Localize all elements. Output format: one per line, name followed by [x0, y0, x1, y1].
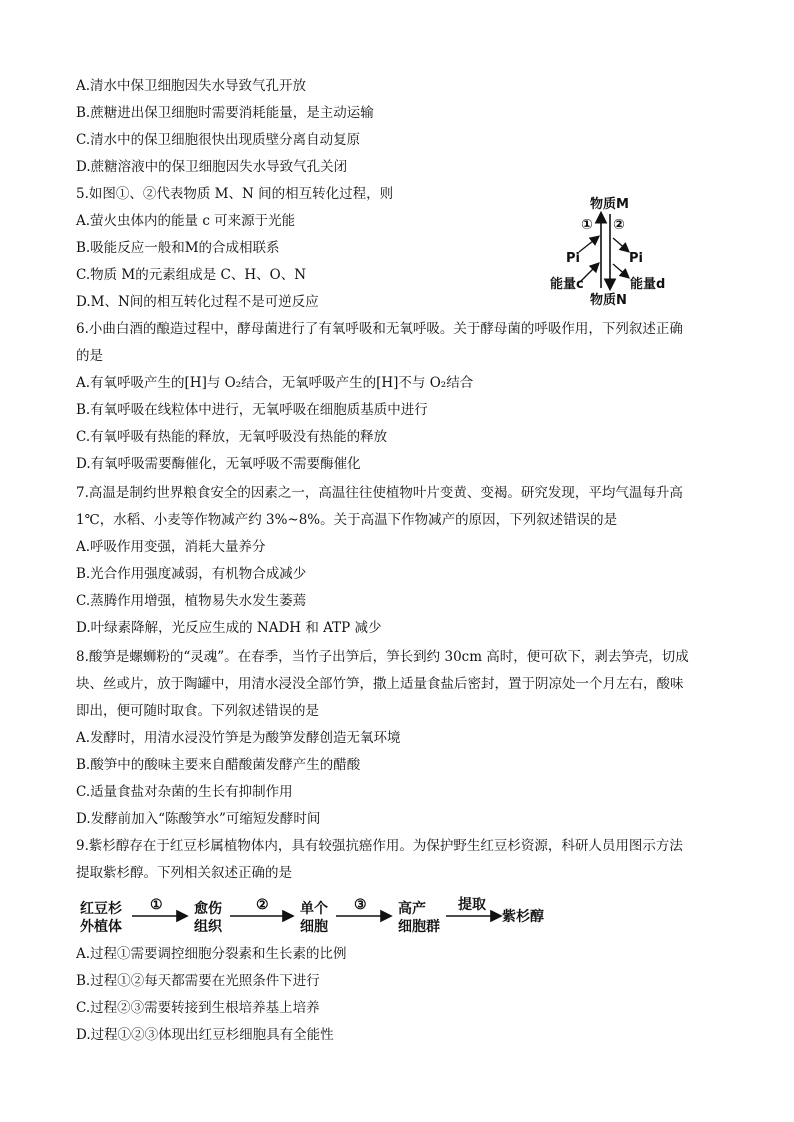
q6-option-d: D.有氧呼吸需要酶催化，无氧呼吸不需要酶催化 [76, 456, 361, 472]
pi-left-arrow [579, 237, 598, 252]
q5-option-c: C.物质 M的元素组成是 C、H、O、N [76, 267, 307, 283]
flow-node-cell-line2: 细胞 [300, 919, 328, 935]
q7-stem-line1: 7.高温是制约世界粮食安全的因素之一，高温往往使植物叶片变黄、变褐。研究发现，平均气温每升高 [76, 485, 683, 501]
flow-step3-label: ③ [354, 897, 367, 913]
energy-c-label: 能量c [550, 277, 584, 292]
q4-option-a: A.清水中保卫细胞因失水导致气孔开放 [76, 78, 307, 94]
flow-node-cell-line1: 单个 [300, 901, 328, 917]
q5-option-a: A.萤火虫体内的能量 c 可来源于光能 [76, 213, 296, 229]
q7-option-d: D.叶绿素降解，光反应生成的 NADH 和 ATP 减少 [76, 620, 382, 636]
mn-conversion-diagram [548, 192, 678, 312]
q6-option-c: C.有氧呼吸有热能的释放，无氧呼吸没有热能的释放 [76, 429, 388, 445]
q4-option-d: D.蔗糖溶液中的保卫细胞因失水导致气孔关闭 [76, 159, 348, 175]
q8-stem-line1: 8.酸笋是螺蛳粉的“灵魂”。在春季，当竹子出笋后，笋长到约 30cm 高时，便可砍下，剥去笋壳，切成 [76, 649, 689, 665]
q9-stem-line1: 9.紫杉醇存在于红豆杉属植物体内，具有较强抗癌作用。为保护野生红豆杉资源，科研人员用图示方法 [76, 838, 683, 854]
flow-node-callus-line1: 愈伤 [194, 901, 222, 917]
energy-d-label: 能量d [630, 277, 666, 292]
flow-node-cellgroup-line1: 高产 [398, 901, 426, 917]
q4-option-c: C.清水中的保卫细胞很快出现质壁分离自动复原 [76, 132, 361, 148]
q9-option-b: B.过程①②每天都需要在光照条件下进行 [76, 973, 320, 989]
q7-option-a: A.呼吸作用变强，消耗大量养分 [76, 539, 266, 555]
q5-option-d: D.M、N间的相互转化过程不是可逆反应 [76, 294, 319, 310]
q5-stem: 5.如图①、②代表物质 M、N 间的相互转化过程，则 [76, 186, 394, 202]
pi-left-label: Pi [566, 251, 580, 266]
q4-option-b: B.蔗糖进出保卫细胞时需要消耗能量，是主动运输 [76, 105, 374, 121]
flow-node-explant-line1: 红豆杉 [80, 901, 122, 917]
flow-node-callus-line2: 组织 [194, 919, 222, 935]
step2-label: ② [613, 217, 625, 233]
q8-option-b: B.酸笋中的酸味主要来自醋酸菌发酵产生的醋酸 [76, 757, 361, 773]
q8-option-d: D.发酵前加入“陈酸笋水”可缩短发酵时间 [76, 811, 321, 827]
flow-node-taxol: 紫杉醇 [502, 909, 544, 925]
q7-option-c: C.蒸腾作用增强，植物易失水发生萎蔫 [76, 593, 307, 609]
q7-stem-line2: 1℃，水稻、小麦等作物减产约 3%~8%。关于高温下作物减产的原因，下列叙述错误的是 [76, 512, 618, 528]
q9-stem-line2: 提取紫杉醇。下列相关叙述正确的是 [76, 865, 292, 881]
q8-option-a: A.发酵时，用清水浸没竹笋是为酸笋发酵创造无氧环境 [76, 730, 401, 746]
q6-option-a: A.有氧呼吸产生的[H]与 O₂结合，无氧呼吸产生的[H]不与 O₂结合 [76, 375, 474, 391]
flow-step4-label: 提取 [458, 897, 486, 913]
q8-stem-line3: 即出，便可随时取食。下列叙述错误的是 [76, 703, 319, 719]
q9-option-d: D.过程①②③体现出红豆杉细胞具有全能性 [76, 1027, 334, 1043]
q8-option-c: C.适量食盐对杂菌的生长有抑制作用 [76, 784, 293, 800]
q9-option-a: A.过程①需要调控细胞分裂素和生长素的比例 [76, 946, 347, 962]
q6-option-b: B.有氧呼吸在线粒体中进行，无氧呼吸在细胞质基质中进行 [76, 402, 428, 418]
q6-stem-line2: 的是 [76, 348, 103, 364]
substance-n-label: 物质N [590, 293, 627, 308]
step1-label: ① [581, 217, 593, 233]
q8-stem-line2: 块、丝或片，放于陶罐中，用清水浸没全部竹笋，撒上适量食盐后密封，置于阴凉处一个月左右，酸味 [76, 676, 684, 692]
flow-step1-label: ① [150, 897, 163, 913]
energy-d-arrow [613, 264, 628, 277]
taxol-extraction-flowchart [80, 895, 560, 939]
q6-stem-line1: 6.小曲白酒的酿造过程中，酵母菌进行了有氧呼吸和无氧呼吸。关于酵母菌的呼吸作用，下列叙述正确 [76, 321, 683, 337]
q7-option-b: B.光合作用强度减弱，有机物合成减少 [76, 566, 307, 582]
pi-right-arrow [613, 238, 628, 251]
substance-m-label: 物质M [590, 197, 629, 212]
q9-option-c: C.过程②③需要转接到生根培养基上培养 [76, 1000, 320, 1016]
pi-right-label: Pi [629, 251, 643, 266]
q5-option-b: B.吸能反应一般和M的合成相联系 [76, 240, 280, 256]
flow-step2-label: ② [256, 897, 269, 913]
flow-node-cellgroup-line2: 细胞群 [398, 919, 440, 935]
flow-node-explant-line2: 外植体 [80, 919, 122, 935]
